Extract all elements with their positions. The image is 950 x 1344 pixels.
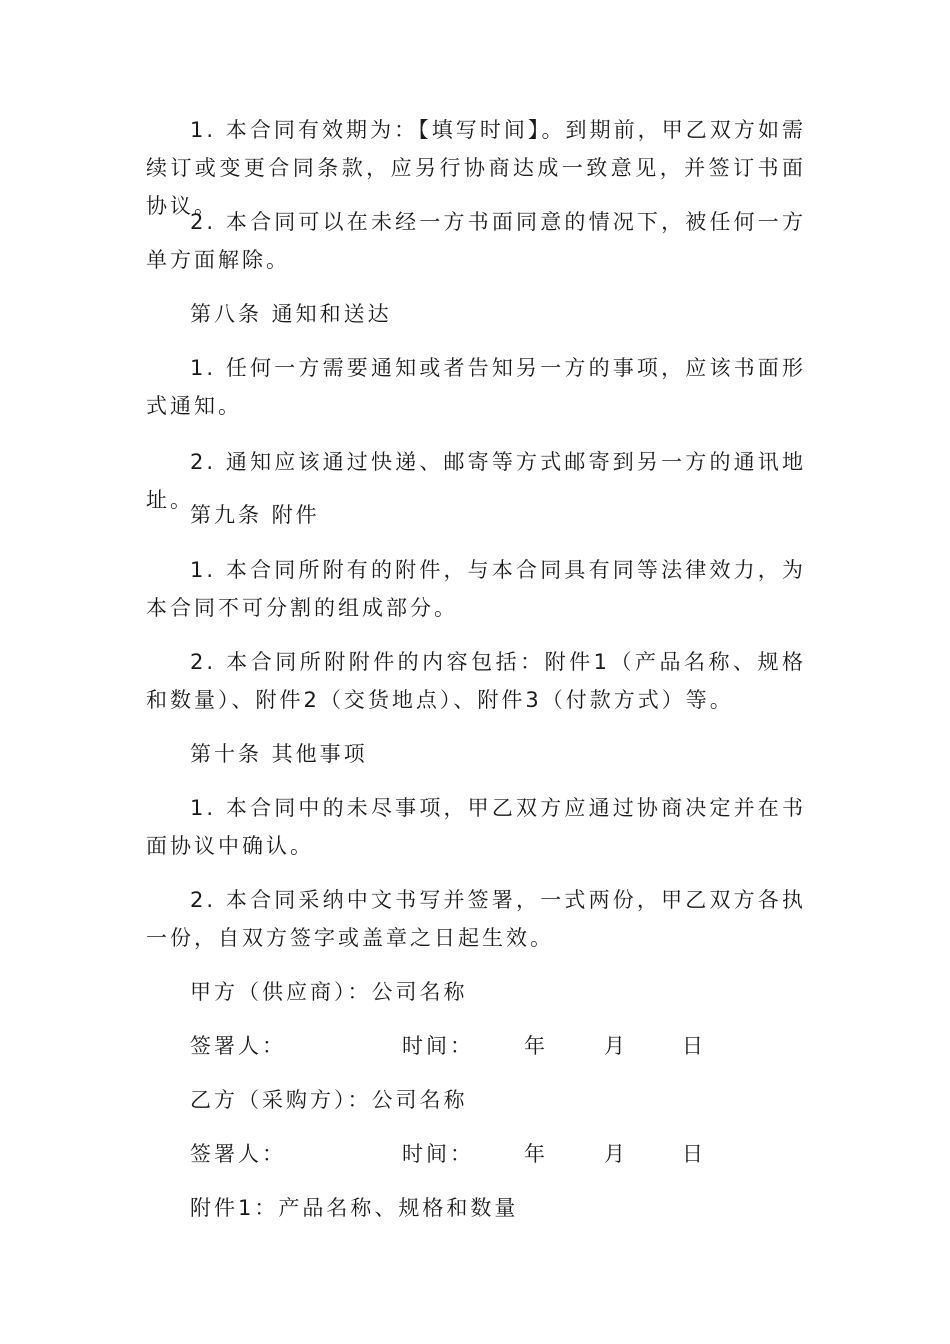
heading-article-9: 第九条 附件 — [190, 503, 320, 527]
attachment-1-title: 附件1：产品名称、规格和数量 — [190, 1196, 519, 1220]
party-b-signature-row — [190, 1135, 810, 1173]
paragraph-attachments-content: 2. 本合同所附附件的内容包括：附件1（产品名称、规格和数量）、附件2（交货地点）、附件3（付款方式）等。 — [146, 650, 806, 712]
paragraph-notice-written: 1. 任何一方需要通知或者告知另一方的事项，应该书面形式通知。 — [146, 356, 806, 418]
year-label: 年 — [524, 1142, 548, 1166]
signer-label: 签署人： — [190, 1034, 286, 1058]
month-label: 月 — [604, 1034, 628, 1058]
time-label: 时间： — [402, 1034, 474, 1058]
party-b-line: 乙方（采购方）：公司名称 — [190, 1088, 468, 1112]
day-label: 日 — [682, 1142, 706, 1166]
paragraph-validity-term: 1. 本合同有效期为：【填写时间】。到期前，甲乙双方如需续订或变更合同条款，应另行协商达成一致意见，并签订书面协议。 — [146, 118, 806, 218]
month-label: 月 — [604, 1142, 628, 1166]
heading-article-8: 第八条 通知和送达 — [190, 302, 392, 326]
year-label: 年 — [524, 1034, 548, 1058]
signer-label: 签署人： — [190, 1142, 286, 1166]
paragraph-notice-delivery: 2. 通知应该通过快递、邮寄等方式邮寄到另一方的通讯地址。 — [146, 450, 806, 512]
time-label: 时间： — [402, 1142, 474, 1166]
party-a-line: 甲方（供应商）：公司名称 — [190, 980, 468, 1004]
paragraph-unilateral-termination: 2. 本合同可以在未经一方书面同意的情况下，被任何一方单方面解除。 — [146, 210, 806, 272]
party-a-signature-row — [190, 1027, 810, 1065]
heading-article-10: 第十条 其他事项 — [190, 742, 368, 766]
paragraph-unresolved-matters: 1. 本合同中的未尽事项，甲乙双方应通过协商决定并在书面协议中确认。 — [146, 796, 806, 858]
paragraph-attachments-effect: 1. 本合同所附有的附件，与本合同具有同等法律效力，为本合同不可分割的组成部分。 — [146, 558, 806, 620]
paragraph-language-and-copies: 2. 本合同采纳中文书写并签署，一式两份，甲乙双方各执一份，自双方签字或盖章之日起生效。 — [146, 888, 806, 950]
day-label: 日 — [682, 1034, 706, 1058]
